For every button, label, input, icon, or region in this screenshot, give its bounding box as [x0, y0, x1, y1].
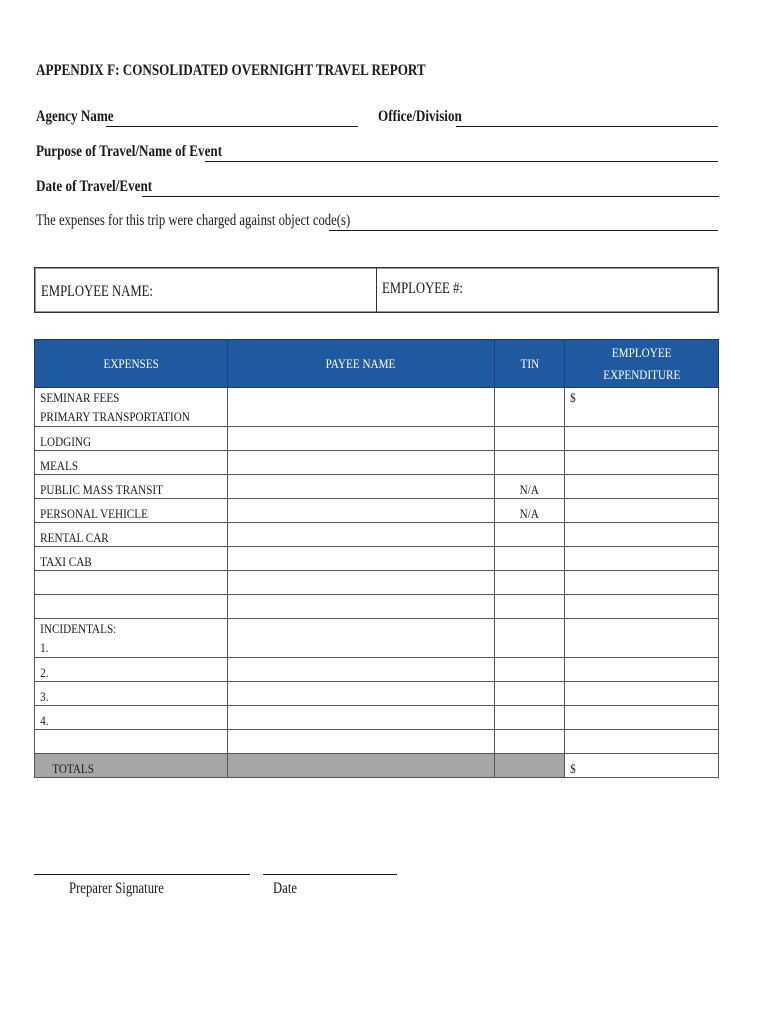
expense-cell: TAXI CAB [35, 547, 228, 571]
employee-number-label: EMPLOYEE #: [382, 280, 463, 297]
payee-cell[interactable] [228, 619, 495, 658]
date-label: Date [273, 880, 297, 897]
table-row [35, 451, 719, 475]
expense-cell: 3. [35, 682, 228, 706]
totals-amount-cell[interactable]: $ [565, 754, 719, 778]
tin-cell[interactable] [495, 730, 565, 754]
header-tin: TIN [495, 340, 565, 388]
header-payee-name: PAYEE NAME [228, 340, 495, 388]
tin-cell[interactable] [495, 427, 565, 451]
tin-cell[interactable] [495, 706, 565, 730]
office-division-label: Office/Division [378, 108, 462, 125]
amount-cell[interactable] [565, 571, 719, 595]
expense-cell: 2. [35, 658, 228, 682]
object-codes-label: The expenses for this trip were charged against object code(s) [36, 212, 351, 229]
expense-cell: MEALS [35, 451, 228, 475]
amount-cell[interactable] [565, 682, 719, 706]
amount-cell[interactable]: $ [565, 388, 719, 427]
payee-cell[interactable] [228, 706, 495, 730]
tin-cell[interactable] [495, 571, 565, 595]
amount-cell[interactable] [565, 658, 719, 682]
office-division-field[interactable] [456, 126, 718, 127]
table-row [35, 595, 719, 619]
expense-cell[interactable] [35, 730, 228, 754]
amount-cell[interactable] [565, 730, 719, 754]
expense-cell[interactable] [35, 571, 228, 595]
table-row [35, 730, 719, 754]
tin-cell[interactable] [495, 619, 565, 658]
tin-cell: N/A [495, 475, 565, 499]
totals-tin-cell [495, 754, 565, 778]
table-row [35, 682, 719, 706]
table-row [35, 547, 719, 571]
table-row [35, 475, 719, 499]
totals-row [35, 754, 719, 778]
expenses-table [34, 339, 719, 778]
payee-cell[interactable] [228, 547, 495, 571]
table-header-row [35, 340, 719, 388]
tin-cell[interactable] [495, 658, 565, 682]
payee-cell[interactable] [228, 523, 495, 547]
totals-payee-cell [228, 754, 495, 778]
amount-cell[interactable] [565, 451, 719, 475]
payee-cell[interactable] [228, 427, 495, 451]
tin-cell[interactable] [495, 388, 565, 427]
amount-cell[interactable] [565, 706, 719, 730]
preparer-signature-line[interactable] [34, 874, 250, 875]
payee-cell[interactable] [228, 682, 495, 706]
preparer-signature-label: Preparer Signature [69, 880, 164, 897]
table-row [35, 388, 719, 427]
tin-cell[interactable] [495, 595, 565, 619]
payee-cell[interactable] [228, 658, 495, 682]
expense-cell: SEMINAR FEES PRIMARY TRANSPORTATION [35, 388, 228, 427]
header-expenses: EXPENSES [35, 340, 228, 388]
form-title: APPENDIX F: CONSOLIDATED OVERNIGHT TRAVEL REPORT [36, 62, 426, 79]
table-row [35, 499, 719, 523]
totals-label-cell: TOTALS [35, 754, 228, 778]
employee-name-label: EMPLOYEE NAME: [41, 283, 153, 300]
amount-cell[interactable] [565, 619, 719, 658]
payee-cell[interactable] [228, 730, 495, 754]
amount-cell[interactable] [565, 523, 719, 547]
amount-cell[interactable] [565, 475, 719, 499]
payee-cell[interactable] [228, 475, 495, 499]
header-employee-expenditure: EMPLOYEE EXPENDITURE [565, 340, 719, 388]
object-codes-field[interactable] [329, 230, 718, 231]
payee-cell[interactable] [228, 388, 495, 427]
employee-box-divider [376, 267, 377, 313]
date-of-travel-label: Date of Travel/Event [36, 178, 153, 195]
amount-cell[interactable] [565, 595, 719, 619]
table-row [35, 571, 719, 595]
expense-cell: LODGING [35, 427, 228, 451]
table-row [35, 706, 719, 730]
payee-cell[interactable] [228, 499, 495, 523]
expense-cell: PERSONAL VEHICLE [35, 499, 228, 523]
table-row [35, 427, 719, 451]
employee-name-field[interactable] [160, 272, 370, 308]
table-row [35, 523, 719, 547]
payee-cell[interactable] [228, 451, 495, 475]
expense-cell: 4. [35, 706, 228, 730]
tin-cell: N/A [495, 499, 565, 523]
table-row [35, 619, 719, 658]
expense-cell: RENTAL CAR [35, 523, 228, 547]
tin-cell[interactable] [495, 451, 565, 475]
table-row [35, 658, 719, 682]
payee-cell[interactable] [228, 595, 495, 619]
tin-cell[interactable] [495, 682, 565, 706]
expense-cell[interactable] [35, 595, 228, 619]
amount-cell[interactable] [565, 547, 719, 571]
employee-number-field[interactable] [470, 272, 710, 308]
date-of-travel-field[interactable] [142, 196, 719, 197]
purpose-field[interactable] [205, 161, 718, 162]
payee-cell[interactable] [228, 571, 495, 595]
agency-name-label: Agency Name [36, 108, 114, 125]
expense-cell: PUBLIC MASS TRANSIT [35, 475, 228, 499]
amount-cell[interactable] [565, 427, 719, 451]
purpose-label: Purpose of Travel/Name of Event [36, 143, 223, 160]
date-signature-line[interactable] [263, 874, 397, 875]
amount-cell[interactable] [565, 499, 719, 523]
expense-cell: INCIDENTALS: 1. [35, 619, 228, 658]
tin-cell[interactable] [495, 547, 565, 571]
tin-cell[interactable] [495, 523, 565, 547]
agency-name-field[interactable] [106, 126, 358, 127]
